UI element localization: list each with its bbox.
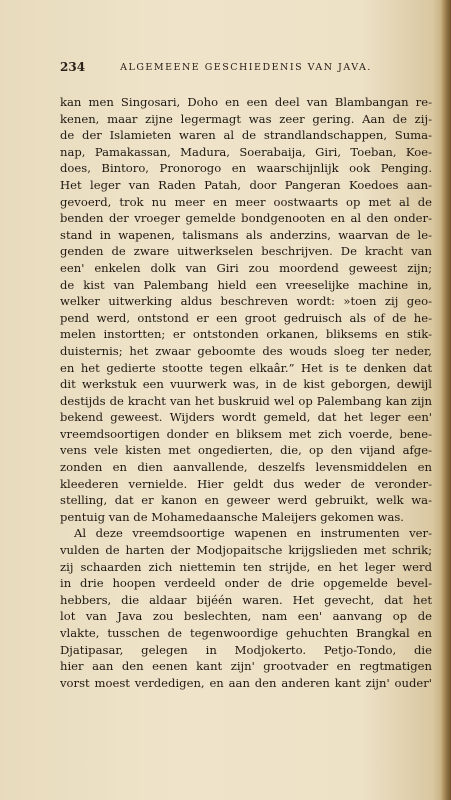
text-line: een' enkelen dolk van Giri zou moordend geweest zijn; bbox=[60, 260, 432, 275]
text-line: stelling, dat er kanon en geweer werd gebruikt, welk wa- bbox=[60, 493, 432, 508]
text-line: vreemdsoortigen donder en bliksem met zich voerde, bene- bbox=[60, 426, 432, 441]
text-line: genden de zware uitwerkselen beschrijven. De kracht van bbox=[60, 244, 432, 259]
text-line: Al deze vreemdsoortige wapenen en instrumenten ver- bbox=[74, 526, 432, 541]
edge-marks bbox=[440, 660, 448, 720]
text-line: vulden de harten der Modjopaitsche krijgslieden met schrik; bbox=[60, 543, 432, 558]
text-line: pentuig van de Mohamedaansche Maleijers gekomen was. bbox=[60, 509, 404, 524]
text-line: kan men Singosari, Doho en een deel van Blambangan re- bbox=[60, 95, 432, 109]
text-line: hebbers, die aldaar bijéén waren. Het gevecht, dat het bbox=[60, 592, 432, 607]
text-line: vorst moest verdedigen, en aan den anderen kant zijn' ouder' bbox=[60, 675, 432, 690]
text-line: vens vele kisten met ongedierten, die, op den vijand afge- bbox=[60, 443, 432, 458]
text-line: bekend geweest. Wijders wordt gemeld, dat het leger een' bbox=[60, 410, 432, 425]
text-line: Djatipasar, gelegen in Modjokerto. Petjo-Tondo, die bbox=[60, 642, 432, 657]
page-header bbox=[60, 60, 432, 76]
text-line: de kist van Palembang hield een vreeselijke machine in, bbox=[60, 277, 432, 292]
text-line: hier aan den eenen kant zijn' grootvader en regtmatigen bbox=[60, 659, 432, 674]
text-line: duisternis; het zwaar geboomte des wouds sloeg ter neder, bbox=[60, 343, 432, 358]
text-line: kenen, maar zijne legermagt was zeer gering. Aan de zij- bbox=[60, 111, 432, 126]
text-line: zij schaarden zich niettemin ten strijde, en het leger werd bbox=[60, 559, 432, 574]
running-head: ALGEMEENE GESCHIEDENIS VAN JAVA. bbox=[120, 62, 372, 73]
text-line: welker uitwerking aldus beschreven wordt: »toen zij geo- bbox=[60, 294, 432, 309]
text-line: kleederen vernielde. Hier geldt dus weder de veronder- bbox=[60, 476, 432, 491]
page-number: 234 bbox=[60, 60, 86, 74]
text-line: gevoerd, trok nu meer en meer oostwaarts op met al de bbox=[60, 194, 432, 209]
text-line: de der Islamieten waren al de strandlandschappen, Suma- bbox=[60, 128, 432, 143]
text-line: stand in wapenen, talismans als anderzins, waarvan de le- bbox=[60, 227, 432, 242]
text-line: lot van Java zou beslechten, nam een' aanvang op de bbox=[60, 609, 432, 624]
text-line: destijds de kracht van het buskruid wel op Palembang kan zijn bbox=[60, 393, 432, 408]
text-line: pend werd, ontstond er een groot gedruisch als of de he- bbox=[60, 310, 432, 325]
text-line: in drie hoopen verdeeld onder de drie opgemelde bevel- bbox=[60, 576, 432, 591]
text-line: melen instortten; er ontstonden orkanen, bliksems en stik- bbox=[60, 327, 432, 342]
text-line: Het leger van Raden Patah, door Pangeran Koedoes aan- bbox=[60, 177, 432, 192]
text-line: en het gedierte stootte tegen elkaâr.” Het is te denken dat bbox=[60, 360, 432, 375]
text-line: dit werkstuk een vuurwerk was, in de kist geborgen, dewijl bbox=[60, 377, 432, 392]
text-line: vlakte, tusschen de tegenwoordige gehuchten Brangkal en bbox=[60, 626, 432, 640]
text-line: nap, Pamakassan, Madura, Soerabaija, Giri, Toeban, Koe- bbox=[60, 144, 432, 159]
text-line: zonden en dien aanvallende, deszelfs levensmiddelen en bbox=[60, 460, 432, 475]
text-line: does, Bintoro, Pronorogo en waarschijnlijk ook Penging. bbox=[60, 161, 432, 176]
text-line: benden der vroeger gemelde bondgenooten en al den onder- bbox=[60, 211, 432, 226]
body-text bbox=[60, 94, 432, 691]
